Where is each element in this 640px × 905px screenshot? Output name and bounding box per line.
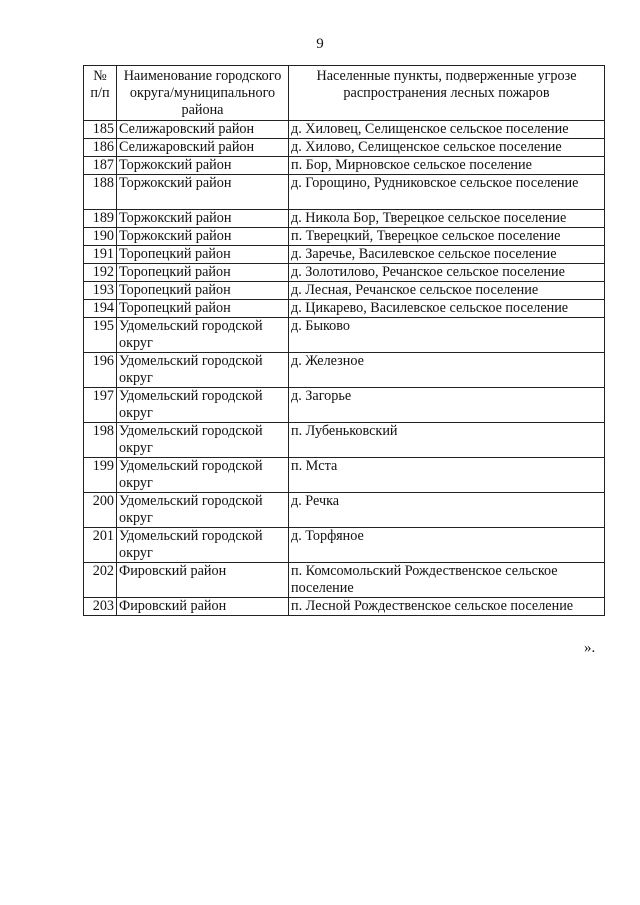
row-district: Торжокский район [117, 228, 289, 246]
row-num: 188 [84, 175, 117, 210]
row-num: 187 [84, 157, 117, 175]
row-places: п. Мста [289, 458, 605, 493]
row-district: Селижаровский район [117, 139, 289, 157]
table-row [84, 353, 605, 388]
row-num: 196 [84, 353, 117, 388]
row-district: Торопецкий район [117, 282, 289, 300]
row-num: 192 [84, 264, 117, 282]
table-row [84, 493, 605, 528]
row-district: Удомельский городской округ [117, 423, 289, 458]
row-places: д. Хиловец, Селищенское сельское поселение [289, 121, 605, 139]
row-district: Фировский район [117, 563, 289, 598]
row-num: 185 [84, 121, 117, 139]
row-district: Удомельский городской округ [117, 493, 289, 528]
row-num: 200 [84, 493, 117, 528]
table-row [84, 423, 605, 458]
table-row [84, 388, 605, 423]
row-places: п. Комсомольский Рождественское сельское поселение [289, 563, 605, 598]
row-district: Удомельский городской округ [117, 353, 289, 388]
row-places: д. Заречье, Василевское сельское поселение [289, 246, 605, 264]
row-num: 190 [84, 228, 117, 246]
row-district: Торжокский район [117, 210, 289, 228]
row-district: Удомельский городской округ [117, 318, 289, 353]
settlements-table [83, 65, 605, 616]
header-num: № п/п [84, 66, 117, 121]
row-district: Удомельский городской округ [117, 528, 289, 563]
table-row [84, 157, 605, 175]
row-num: 195 [84, 318, 117, 353]
table-row [84, 563, 605, 598]
row-places: д. Никола Бор, Тверецкое сельское поселение [289, 210, 605, 228]
row-places: п. Бор, Мирновское сельское поселение [289, 157, 605, 175]
table-row [84, 228, 605, 246]
table-header-row [84, 66, 605, 121]
row-num: 191 [84, 246, 117, 264]
row-places: п. Лесной Рождественское сельское поселение [289, 598, 605, 616]
header-name: Наименование городского округа/муниципального района [117, 66, 289, 121]
row-places: д. Лесная, Речанское сельское поселение [289, 282, 605, 300]
row-district: Удомельский городской округ [117, 388, 289, 423]
row-num: 186 [84, 139, 117, 157]
row-district: Торопецкий район [117, 246, 289, 264]
table-row [84, 246, 605, 264]
row-district: Торопецкий район [117, 300, 289, 318]
table-row [84, 121, 605, 139]
row-num: 189 [84, 210, 117, 228]
row-num: 193 [84, 282, 117, 300]
table-row [84, 264, 605, 282]
row-places: п. Лубеньковский [289, 423, 605, 458]
row-num: 199 [84, 458, 117, 493]
table-row [84, 139, 605, 157]
row-district: Торопецкий район [117, 264, 289, 282]
table-row [84, 318, 605, 353]
row-places: п. Тверецкий, Тверецкое сельское поселение [289, 228, 605, 246]
row-district: Фировский район [117, 598, 289, 616]
table-row [84, 300, 605, 318]
row-district: Торжокский район [117, 157, 289, 175]
table-row [84, 175, 605, 210]
header-places: Населенные пункты, подверженные угрозе распространения лесных пожаров [289, 66, 605, 121]
closing-quote: ». [584, 640, 596, 656]
row-places: д. Хилово, Селищенское сельское поселение [289, 139, 605, 157]
table-row [84, 458, 605, 493]
row-num: 201 [84, 528, 117, 563]
row-places: д. Цикарево, Василевское сельское поселение [289, 300, 605, 318]
row-places: д. Загорье [289, 388, 605, 423]
row-district: Селижаровский район [117, 121, 289, 139]
table-row [84, 210, 605, 228]
row-places: д. Горощино, Рудниковское сельское поселение [289, 175, 605, 210]
row-num: 203 [84, 598, 117, 616]
row-num: 197 [84, 388, 117, 423]
table-row [84, 282, 605, 300]
row-places: д. Быково [289, 318, 605, 353]
row-district: Удомельский городской округ [117, 458, 289, 493]
row-places: д. Речка [289, 493, 605, 528]
row-num: 198 [84, 423, 117, 458]
table-row [84, 528, 605, 563]
page-number: 9 [316, 36, 324, 52]
row-num: 202 [84, 563, 117, 598]
row-places: д. Железное [289, 353, 605, 388]
row-places: д. Золотилово, Речанское сельское поселение [289, 264, 605, 282]
row-num: 194 [84, 300, 117, 318]
table-row [84, 598, 605, 616]
row-district: Торжокский район [117, 175, 289, 210]
row-places: д. Торфяное [289, 528, 605, 563]
